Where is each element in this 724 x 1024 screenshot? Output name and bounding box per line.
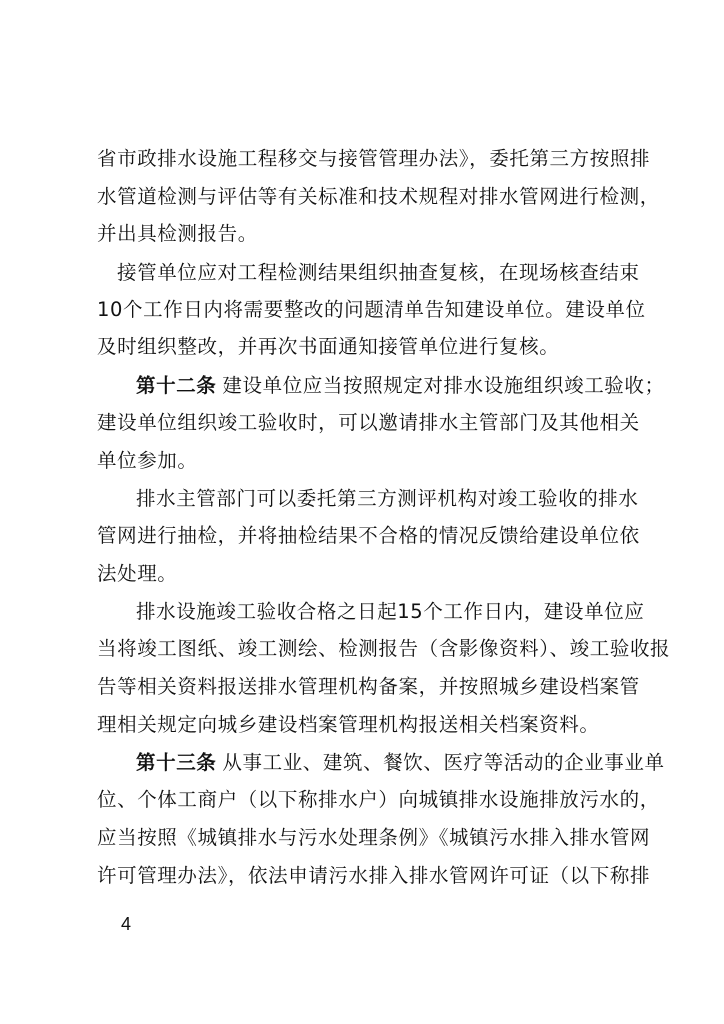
body-text-line: 建设单位组织竣工验收时，可以邀请排水主管部门及其他相关 xyxy=(97,411,640,434)
body-text-line: 并出具检测报告。 xyxy=(97,222,258,245)
article-13-line xyxy=(136,749,665,777)
body-text-line: 应当按照《城镇排水与污水处理条例》《城镇污水排入排水管网 xyxy=(97,826,651,849)
article-12-label: 第十二条 xyxy=(136,374,217,397)
body-text-line: 10个工作日内将需要整改的问题清单告知建设单位。建设单位 xyxy=(97,298,646,321)
body-text-segment: 建设单位应当按照规定对排水设施组织竣工验收； xyxy=(222,374,665,397)
body-text-line: 许可管理办法》，依法申请污水排入排水管网许可证（以下称排 xyxy=(97,864,651,887)
body-text-line: 及时组织整改，并再次书面通知接管单位进行复核。 xyxy=(97,335,560,358)
body-text-line: 管网进行抽检，并将抽检结果不合格的情况反馈给建设单位依 xyxy=(97,524,640,547)
body-text-line: 位、个体工商户（以下称排水户）向城镇排水设施排放污水的， xyxy=(97,788,660,811)
article-13-label: 第十三条 xyxy=(136,751,217,774)
article-12-line xyxy=(136,372,665,400)
body-text-line: 排水主管部门可以委托第三方测评机构对竣工验收的排水 xyxy=(136,487,639,510)
body-text-line: 单位参加。 xyxy=(97,449,198,472)
body-text-line: 告等相关资料报送排水管理机构备案，并按照城乡建设档案管 xyxy=(97,675,640,698)
body-text-line: 接管单位应对工程检测结果组织抽查复核，在现场核查结束 xyxy=(117,261,640,284)
body-text-line: 省市政排水设施工程移交与接管管理办法》，委托第三方按照排 xyxy=(97,147,651,170)
body-text-segment: 从事工业、建筑、餐饮、医疗等活动的企业事业单 xyxy=(222,751,665,774)
body-text-line: 当将竣工图纸、竣工测绘、检测报告（含影像资料）、竣工验收报 xyxy=(97,637,671,660)
page-number: 4 xyxy=(121,914,132,934)
body-text-line: 法处理。 xyxy=(97,562,178,585)
body-text-line: 水管道检测与评估等有关标准和技术规程对排水管网进行检测， xyxy=(97,185,660,208)
body-text-line: 理相关规定向城乡建设档案管理机构报送相关档案资料。 xyxy=(97,713,600,736)
body-text-line: 排水设施竣工验收合格之日起15个工作日内，建设单位应 xyxy=(136,600,645,623)
